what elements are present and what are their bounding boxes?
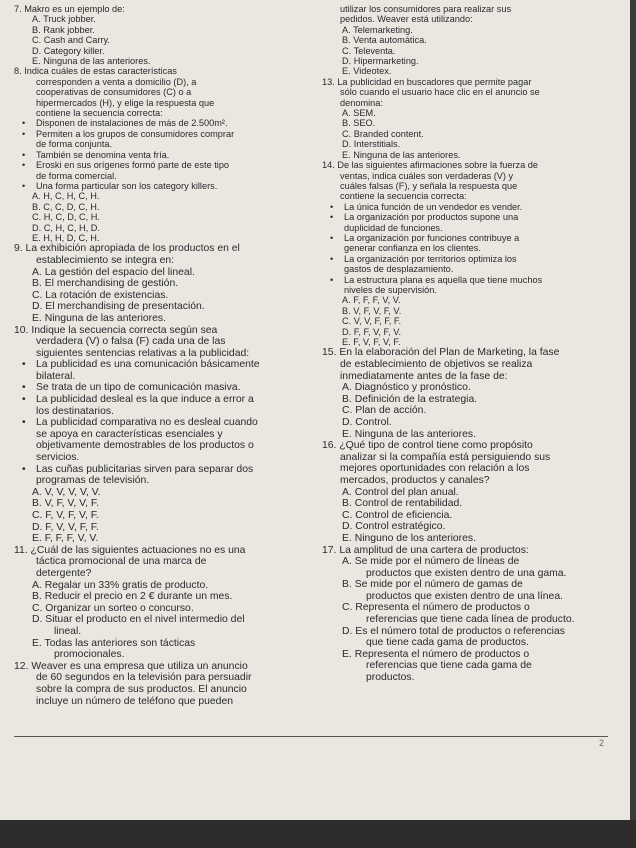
bullet-item	[14, 359, 314, 382]
bullet-item	[322, 202, 618, 212]
option: D. Control.	[342, 416, 392, 428]
option: A. Telemarketing.	[342, 24, 413, 35]
bullet-item	[14, 118, 314, 128]
option: E. Videotex.	[342, 66, 392, 77]
bullet-text: La organización por funciones contribuye a	[344, 232, 520, 243]
option: B. El merchandising de gestión.	[32, 278, 179, 290]
bullet-item	[14, 382, 314, 394]
option: D. Control estratégico.	[342, 521, 446, 533]
page-shadow	[0, 820, 636, 848]
question-12-continued	[322, 4, 618, 77]
option: D. El merchandising de presentación.	[32, 301, 205, 313]
question-line: 17. La amplitud de una cartera de productos:	[322, 544, 529, 556]
option: C. Televenta.	[342, 45, 396, 56]
bullet-item	[322, 233, 618, 254]
option: A. F, F, F, V, V.	[342, 295, 401, 306]
option: B. Rank jobber.	[32, 24, 95, 35]
question-line: cuáles falsas (F), y señala la respuesta que	[340, 180, 518, 191]
bullet-text: También se denomina venta fría.	[36, 149, 170, 160]
question-line: incluye un número de teléfono que pueden	[36, 695, 233, 707]
option: D. Situar el producto en el nivel intermedio del	[32, 614, 245, 626]
option: A. V, V, V, V, V.	[32, 486, 101, 498]
question-line: 13. La publicidad en buscadores que permite pagar	[322, 76, 532, 87]
bullet-item	[14, 129, 314, 150]
question-line: ventas, indica cuáles son verdaderas (V) y	[340, 170, 514, 181]
bullet-item	[14, 417, 314, 463]
bullet-text: La única función de un vendedor es vender.	[344, 201, 523, 212]
bullet-text: bilateral.	[36, 370, 76, 382]
option: referencias que tiene cada gama de	[366, 660, 532, 672]
question-line: 14. De las siguientes afirmaciones sobre la fuerza de	[322, 160, 539, 171]
option: C. H, C, D, C, H.	[32, 212, 100, 223]
option: D. F, V, V, F, F.	[32, 521, 99, 533]
bullet-text: gastos de desplazamiento.	[344, 264, 454, 275]
option: que tiene cada gama de productos.	[366, 637, 529, 649]
option: E. Ninguna de las anteriores.	[342, 428, 477, 440]
option: A. Se mide por el número de líneas de	[342, 556, 520, 568]
question-line: 8. Indica cuáles de estas características	[14, 66, 177, 77]
bullet-item	[322, 254, 618, 275]
option: D. Category killer.	[32, 45, 105, 56]
question-9	[14, 243, 314, 324]
question-line: mercados, productos y canales?	[340, 474, 490, 486]
bullet-text: generar confianza en los clientes.	[344, 243, 481, 254]
option: E. Todas las anteriores son tácticas	[32, 637, 196, 649]
question-line: cooperativas de consumidores (C) o a	[36, 87, 192, 98]
option: D. Es el número total de productos o referencias	[342, 625, 565, 637]
bullet-text: Las cuñas publicitarias sirven para separar dos	[36, 463, 254, 475]
option: D. F, F, V, F, V.	[342, 326, 402, 337]
question-7	[14, 4, 314, 66]
question-line: establecimiento se integra en:	[36, 254, 175, 266]
question-13	[322, 77, 618, 160]
bullet-text: objetivamente demostrables de los productos o	[36, 440, 254, 452]
option: D. Interstitials.	[342, 139, 401, 150]
bullet-item	[14, 394, 314, 417]
bullet-item	[14, 464, 314, 487]
option: C. Representa el número de productos o	[342, 602, 530, 614]
option: E. F, V, F, V, F.	[342, 337, 401, 347]
bullet-text: programas de televisión.	[36, 475, 150, 487]
bullet-text: se apoya en características esenciales y	[36, 428, 223, 440]
option: B. Definición de la estrategia.	[342, 393, 478, 405]
option: E. Ninguna de las anteriores.	[32, 312, 167, 324]
option: E. Ninguna de las anteriores.	[32, 56, 151, 67]
option: C. Branded content.	[342, 128, 424, 139]
option: B. V, F, V, V, F.	[32, 498, 100, 510]
question-line: de 60 segundos en la televisión para persuadir	[36, 672, 252, 684]
option: E. H, H, D, C, H.	[32, 232, 100, 243]
question-line: hipermercados (H), y elige la respuesta que	[36, 97, 215, 108]
option: E. Ninguno de los anteriores.	[342, 532, 477, 544]
option: promocionales.	[54, 649, 125, 661]
question-line: sobre la compra de sus productos. El anuncio	[36, 683, 247, 695]
question-line: verdadera (V) o falsa (F) cada una de las	[36, 336, 226, 348]
question-line: 10. Indique la secuencia correcta según sea	[14, 324, 218, 336]
option: productos que existen dentro de una línea.	[366, 590, 563, 602]
option: B. Venta automática.	[342, 35, 427, 46]
question-line: táctica promocional de una marca de	[36, 556, 207, 568]
bullet-text: los destinatarios.	[36, 405, 114, 417]
bullet-text: Permiten a los grupos de consumidores comprar	[36, 128, 235, 139]
question-8	[14, 66, 314, 243]
option: A. SEM.	[342, 108, 376, 119]
option: D. Hipermarketing.	[342, 56, 419, 67]
bullet-item	[322, 212, 618, 233]
question-12	[14, 661, 314, 707]
bullet-text: servicios.	[36, 452, 80, 464]
bullet-text: La publicidad desleal es la que induce a error a	[36, 394, 254, 406]
option: productos.	[366, 672, 415, 684]
bullet-item	[322, 275, 618, 296]
question-10	[14, 325, 314, 545]
question-line: 16. ¿Qué tipo de control tiene como propósito	[322, 440, 533, 452]
question-line: corresponden a venta a domicilio (D), a	[36, 76, 197, 87]
right-column	[322, 4, 618, 684]
option: C. Plan de acción.	[342, 405, 427, 417]
option: C. Cash and Carry.	[32, 35, 110, 46]
bullet-item	[14, 150, 314, 160]
question-line: 15. En la elaboración del Plan de Marketing, la fase	[322, 347, 560, 359]
option: A. H, C, H, C, H.	[32, 191, 100, 202]
bullet-text: Eroski en sus orígenes formó parte de este tipo	[36, 160, 230, 171]
question-15	[322, 347, 618, 440]
page-number: 2	[598, 738, 604, 748]
bullet-text: La publicidad es una comunicación básicamente	[36, 359, 260, 371]
question-line: denomina:	[340, 97, 383, 108]
bullet-text: de forma conjunta.	[36, 139, 113, 150]
option: referencias que tiene cada línea de producto.	[366, 614, 575, 626]
bullet-text: La estructura plana es aquella que tiene muchos	[344, 274, 543, 285]
option: E. Ninguna de las anteriores.	[342, 149, 461, 160]
question-line: sólo cuando el usuario hace clic en el anuncio se	[340, 87, 540, 98]
question-11	[14, 545, 314, 661]
question-line: analizar si la compañía está persiguiendo sus	[340, 451, 551, 463]
question-line: pedidos. Weaver está utilizando:	[340, 14, 473, 25]
option: lineal.	[54, 625, 82, 637]
option: A. La gestión del espacio del lineal.	[32, 266, 195, 278]
option: C. V, V, F, F, F.	[342, 316, 402, 327]
bullet-text: Se trata de un tipo de comunicación masiva.	[36, 382, 241, 394]
option: C. La rotación de existencias.	[32, 289, 169, 301]
question-line: detergente?	[36, 567, 92, 579]
question-line: 11. ¿Cuál de las siguientes actuaciones no es una	[14, 544, 246, 556]
question-16	[322, 440, 618, 544]
bullet-text: Una forma particular son los category killers.	[36, 180, 218, 191]
option: B. Se mide por el número de gamas de	[342, 579, 523, 591]
bullet-text: de forma comercial.	[36, 170, 117, 181]
option: A. Truck jobber.	[32, 14, 96, 25]
bullet-text: La organización por territorios optimiza los	[344, 253, 517, 264]
bullet-text: Disponen de instalaciones de más de 2.500m².	[36, 118, 228, 129]
question-line: contiene la secuencia correcta:	[36, 108, 163, 119]
option: C. Organizar un sorteo o concurso.	[32, 602, 194, 614]
bullet-text: niveles de supervisión.	[344, 284, 437, 295]
question-17	[322, 545, 618, 684]
option: productos que existen dentro de una gama.	[366, 567, 567, 579]
option: B. SEO.	[342, 118, 376, 129]
bullet-text: La publicidad comparativa no es desleal cuando	[36, 417, 258, 429]
option: A. Diagnóstico y pronóstico.	[342, 382, 471, 394]
option: A. Regalar un 33% gratis de producto.	[32, 579, 209, 591]
question-line: de establecimiento de objetivos se realiza	[340, 359, 533, 370]
option: C. Control de eficiencia.	[342, 509, 453, 521]
question-line: siguientes sentencias relativas a la publicidad:	[36, 347, 250, 359]
question-line: contiene la secuencia correcta:	[340, 191, 467, 202]
bullet-item	[14, 181, 314, 191]
option: A. Control del plan anual.	[342, 486, 459, 498]
question-line: inmediatamente antes de la fase de:	[340, 370, 508, 382]
bullet-text: La organización por productos supone una	[344, 212, 519, 223]
option: B. Reducir el precio en 2 € durante un mes.	[32, 591, 233, 603]
question-line: utilizar los consumidores para realizar sus	[340, 4, 512, 14]
option: C. F, V, F, V, F.	[32, 510, 99, 521]
option: E. F, F, F, V, V.	[32, 533, 99, 545]
question-line: 7. Makro es un ejemplo de:	[14, 4, 125, 14]
option: D. C, H, C, H, D.	[32, 222, 100, 233]
bullet-text: duplicidad de funciones.	[344, 222, 443, 233]
left-column	[14, 4, 314, 707]
footer-divider	[14, 736, 608, 737]
bullet-item	[14, 160, 314, 181]
question-line: 12. Weaver es una empresa que utiliza un anuncio	[14, 660, 248, 672]
question-line: 9. La exhibición apropiada de los productos en el	[14, 243, 240, 255]
option: B. V, F, V, F, V.	[342, 305, 402, 316]
question-line: mejores oportunidades con relación a los	[340, 463, 530, 475]
option: B. C, C, D, C, H.	[32, 201, 100, 212]
question-14	[322, 160, 618, 347]
option: B. Control de rentabilidad.	[342, 498, 463, 510]
option: E. Representa el número de productos o	[342, 648, 530, 660]
